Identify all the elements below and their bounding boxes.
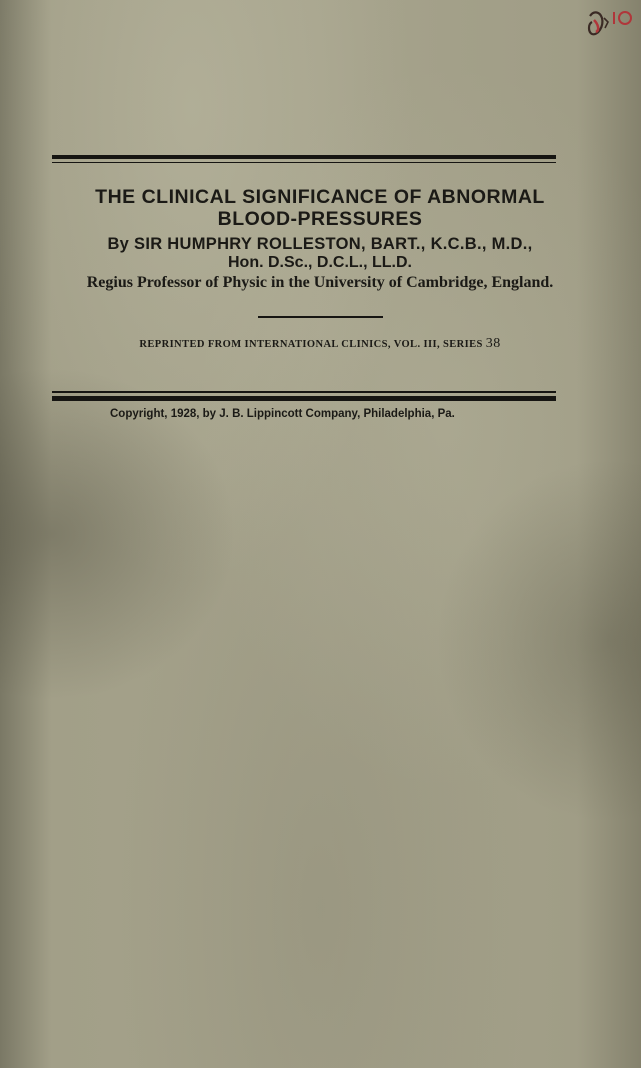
copyright-line: Copyright, 1928, by J. B. Lippincott Company, Philadelphia, Pa. xyxy=(110,408,455,420)
reprint-text: REPRINTED FROM INTERNATIONAL CLINICS, VOL. III, SERIES xyxy=(139,339,483,350)
author-degrees: Hon. D.Sc., D.C.L., LL.D. xyxy=(228,254,412,271)
title-line-2: BLOOD-PRESSURES xyxy=(217,208,423,230)
reprint-notice xyxy=(40,336,600,352)
author-line-1: By SIR HUMPHRY ROLLESTON, BART., K.C.B., M.D., xyxy=(107,235,533,253)
series-number: 38 xyxy=(485,336,501,351)
center-divider xyxy=(258,316,383,318)
bottom-rule-thin xyxy=(52,391,556,393)
author-affiliation: Regius Professor of Physic in the University of Cambridge, England. xyxy=(86,274,554,291)
top-rule-thick xyxy=(52,155,556,159)
library-stamp-icon xyxy=(580,2,636,44)
top-rule-thin xyxy=(52,162,556,163)
title-line-1: THE CLINICAL SIGNIFICANCE OF ABNORMAL xyxy=(95,186,545,208)
bottom-rule-thick xyxy=(52,396,556,401)
